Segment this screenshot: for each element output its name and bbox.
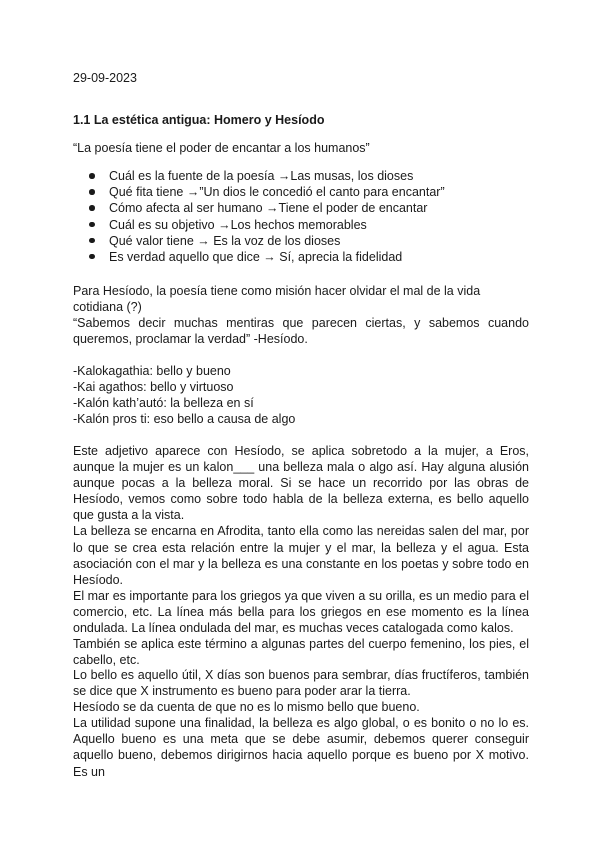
paragraph: La belleza se encarna en Afrodita, tanto ella como las nereidas salen del mar, por lo que se crea esta relación entre la mujer y el mar, la belleza y el agua. Esta asociación con el mar y la belleza es una constante en los poetas y sobre todo en Hesíodo. xyxy=(73,524,529,587)
list-item xyxy=(73,249,445,265)
bullet-icon xyxy=(89,238,95,244)
term-item: -Kalokagathia: bello y bueno xyxy=(73,364,231,378)
opening-quote: “La poesía tiene el poder de encantar a los humanos” xyxy=(73,141,370,155)
bullet-icon xyxy=(89,173,95,179)
list-item xyxy=(73,233,445,249)
body-section xyxy=(73,443,529,668)
paragraph: Lo bello es aquello útil, X días son buenos para sembrar, días fructíferos, también se dice que X instrumento es bueno para poder arar la tierra. xyxy=(73,668,529,699)
bullet-icon xyxy=(89,205,95,211)
paragraph: Hesíodo se da cuenta de que no es lo mismo bello que bueno. xyxy=(73,700,420,715)
list-item xyxy=(73,217,445,233)
list-item xyxy=(73,200,445,216)
term-item: -Kalón pros ti: eso bello a causa de algo xyxy=(73,412,296,427)
final-section xyxy=(73,667,529,780)
intro-section xyxy=(73,283,529,347)
list-item-text: Cuál es la fuente de la poesía →Las musas, los dioses xyxy=(109,169,414,183)
list-item-text: Cómo afecta al ser humano →Tiene el poder de encantar xyxy=(109,201,428,216)
paragraph: El mar es importante para los griegos ya que viven a su orilla, es un medio para el comercio, etc. La línea más bella para los griegos en ese momento es la línea ondulada. La línea ondulada del mar, es muchas veces catalogada como kalos. xyxy=(73,588,529,636)
list-item-text: Es verdad aquello que dice → Sí, aprecia la fidelidad xyxy=(109,249,403,264)
list-item xyxy=(73,184,445,200)
paragraph-hesiodo-quote: “Sabemos decir muchas mentiras que parecen ciertas, y sabemos cuando queremos, proclamar la verdad” -Hesíodo. xyxy=(73,316,529,347)
term-item: -Kai agathos: bello y virtuoso xyxy=(73,380,234,395)
list-item-text: Qué fita tiene →”Un dios le concedió el canto para encantar” xyxy=(109,185,445,200)
terms-list xyxy=(73,363,529,427)
bullet-icon xyxy=(89,222,95,228)
term-item: -Kalón kath’autó: la belleza en sí xyxy=(73,396,254,411)
date: 29-09-2023 xyxy=(73,71,137,85)
list-item xyxy=(73,168,445,184)
bullet-icon xyxy=(89,254,95,260)
paragraph: Este adjetivo aparece con Hesíodo, se aplica sobretodo a la mujer, a Eros, aunque la mujer es un kalon___ una belleza mala o algo así. Hay alguna alusión aunque pocas a la belleza moral. Si se hace un recorrido por las obras de Hesíodo, vemos como sobre todo habla de la belleza externa, es bello aquello que gusta a la vista. xyxy=(73,444,529,523)
list-item-text: Cuál es su objetivo →Los hechos memorables xyxy=(109,217,367,232)
paragraph: También se aplica este término a algunas partes del cuerpo femenino, los pies, el cabello, etc. xyxy=(73,637,529,668)
paragraph: La utilidad supone una finalidad, la belleza es algo global, o es bonito o no lo es. Aquello bueno es una meta que se debe asumir, debemos querer conseguir aquello bueno, debemos dirigirnos hacia aquello porque es bueno por X motivo. Es un xyxy=(73,716,529,779)
section-title: 1.1 La estética antigua: Homero y Hesíodo xyxy=(73,113,325,127)
paragraph-hesiodo-mision: Para Hesíodo, la poesía tiene como misión hacer olvidar el mal de la vida cotidiana (?) xyxy=(73,284,481,315)
bullet-list xyxy=(73,168,445,265)
bullet-icon xyxy=(89,189,95,195)
list-item-text: Qué valor tiene → Es la voz de los dioses xyxy=(109,233,341,248)
